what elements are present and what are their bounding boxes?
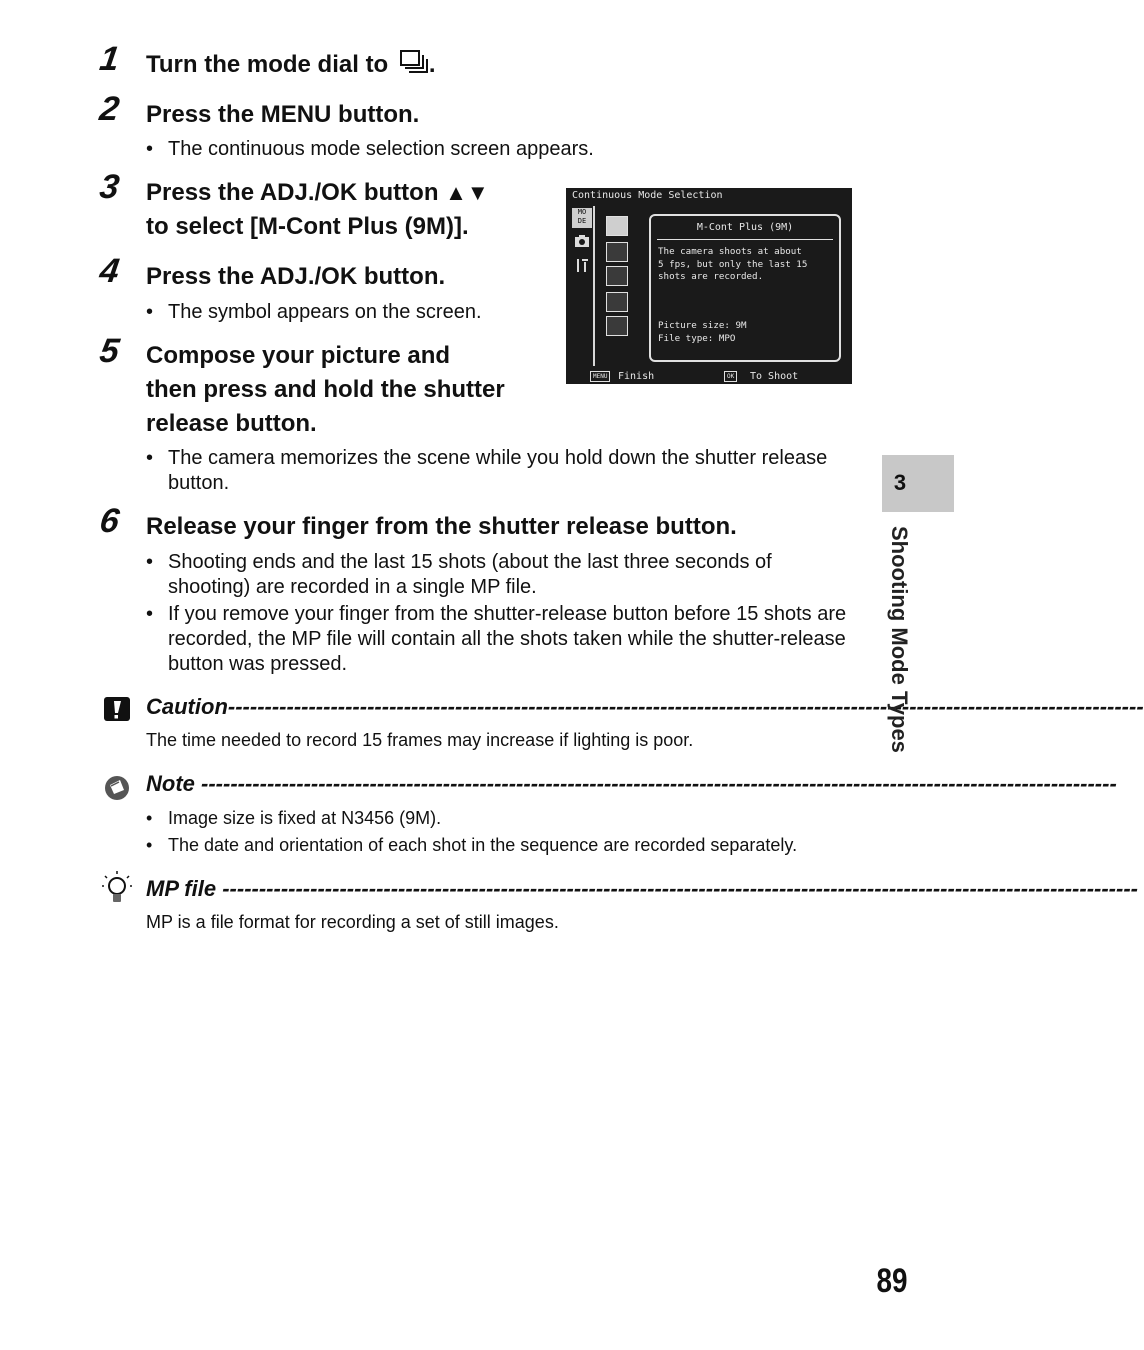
mode-tab: MO DE: [572, 208, 592, 228]
wrench-icon: [573, 256, 591, 274]
selected-mode-title: M-Cont Plus (9M): [696, 222, 794, 233]
menu-key-icon: MENU: [590, 371, 610, 382]
note-heading: Note -----------------------------------------------------------------------------------------------------------------------------: [146, 771, 1117, 796]
step-2-title: Press the MENU button.: [146, 101, 420, 128]
list-item: • Shooting ends and the last 15 shots (about the last three seconds of shooting) are recorded in a single MP file.: [146, 551, 772, 598]
screen-sidebar: [570, 206, 592, 368]
step-3-title: Press the ADJ./OK button ▲▼ to select [M-Cont Plus (9M)].: [146, 179, 489, 240]
note-icon: [102, 772, 132, 802]
list-item: • The date and orientation of each shot in the sequence are recorded separately.: [146, 835, 798, 855]
continuous-option-icon: [606, 292, 628, 312]
mode-specs: Picture size: 9M File type: MPO: [658, 320, 747, 344]
list-item: • The symbol appears on the screen.: [146, 301, 482, 323]
step-4-title: Press the ADJ./OK button.: [146, 263, 446, 290]
caution-icon: [102, 694, 132, 724]
step-number-3: 3: [97, 168, 122, 206]
mpfile-heading: MP file -----------------------------------------------------------------------------------------------------------------------------: [146, 876, 1138, 901]
continuous-option-icon: [606, 266, 628, 286]
up-down-arrows-icon: ▲▼: [445, 180, 489, 205]
list-item: • If you remove your finger from the shutter-release button before 15 shots are recorded, the MP file will contain all the shots taken while the shutter-release button was pressed.: [146, 603, 847, 675]
list-item: • The continuous mode selection screen appears.: [146, 138, 594, 160]
continuous-option-icon: [606, 316, 628, 336]
step-number-1: 1: [97, 40, 122, 78]
page-number: 89: [876, 1262, 908, 1300]
chapter-title: Shooting Mode Types: [887, 526, 912, 753]
chapter-number: 3: [893, 470, 907, 495]
screen-title: Continuous Mode Selection: [572, 190, 723, 201]
continuous-mode-icon: [399, 49, 429, 75]
mpfile-text: MP is a file format for recording a set of still images.: [146, 912, 559, 932]
mode-description: The camera shoots at about 5 fps, but only the last 15 shots are recorded.: [658, 246, 808, 282]
step-6-title: Release your finger from the shutter release button.: [146, 513, 737, 540]
step-number-2: 2: [97, 90, 122, 128]
screen-footer: [566, 369, 852, 384]
mode-info-box: [649, 214, 841, 362]
screen-divider: [593, 206, 595, 366]
step-1-title: [146, 48, 436, 82]
ok-key-icon: OK: [724, 371, 737, 382]
step-number-6: 6: [97, 502, 122, 540]
to-shoot-label: To Shoot: [750, 371, 799, 382]
finish-label: Finish: [618, 371, 655, 382]
caution-heading: Caution-----------------------------------------------------------------------------------------------------------------------------: [146, 694, 1144, 719]
camera-icon: [573, 232, 591, 250]
step-5-title: Compose your picture and then press and hold the shutter release button.: [146, 342, 505, 437]
box-divider: [657, 239, 833, 240]
step-1-suffix: .: [428, 51, 436, 78]
step-number-5: 5: [97, 332, 122, 370]
continuous-option-icon: [606, 242, 628, 262]
lightbulb-icon: [102, 870, 132, 906]
list-item: • Image size is fixed at N3456 (9M).: [146, 808, 442, 828]
list-item: • The camera memorizes the scene while you hold down the shutter release button.: [146, 447, 828, 494]
step-1-text: Turn the mode dial to: [146, 51, 389, 78]
continuous-option-icon: [606, 216, 628, 236]
camera-screen: [566, 188, 852, 384]
step-number-4: 4: [97, 252, 122, 290]
caution-text: The time needed to record 15 frames may increase if lighting is poor.: [146, 730, 694, 750]
